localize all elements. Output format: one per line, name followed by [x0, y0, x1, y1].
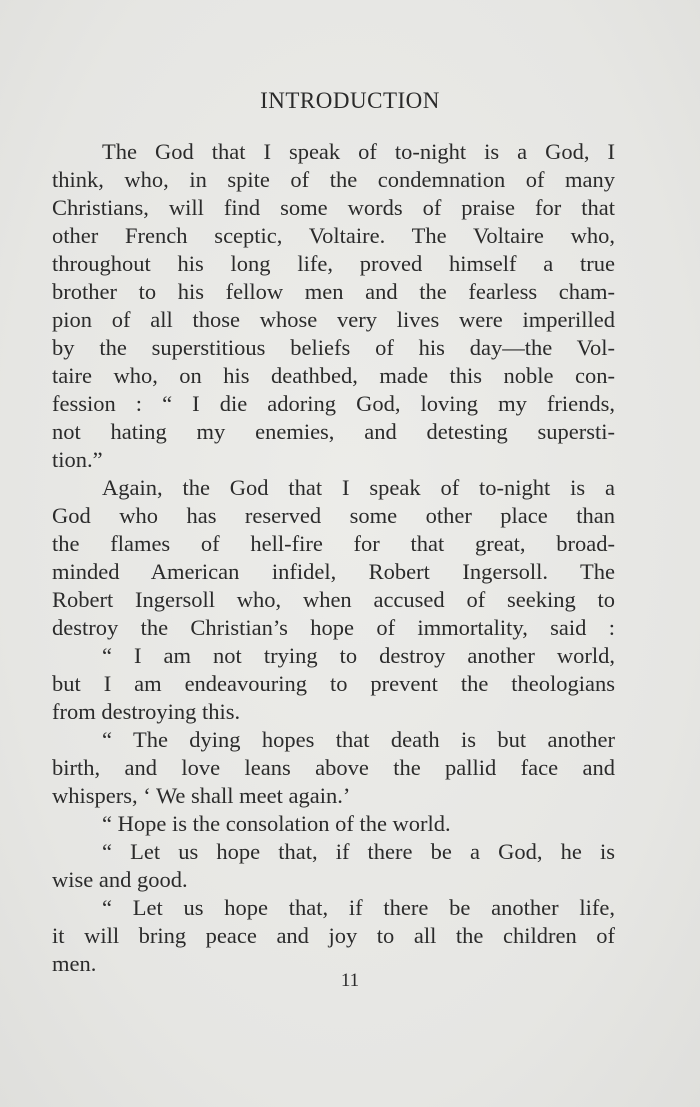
page-number: 11 [340, 970, 360, 991]
text-line: by the superstitious beliefs of his day—the Vol- [52, 335, 615, 360]
text-line: “ The dying hopes that death is but another [102, 727, 615, 752]
text-line: birth, and love leans above the pallid face and [52, 755, 615, 780]
text-line: Christians, will find some words of praise for that [52, 195, 615, 220]
text-line: from destroying this. [52, 699, 241, 724]
text-line: pion of all those whose very lives were imperilled [52, 307, 615, 332]
text-line: “ Hope is the consolation of the world. [102, 811, 451, 836]
chapter-heading: INTRODUCTION [260, 88, 440, 113]
text-line: brother to his fellow men and the fearless cham- [52, 279, 615, 304]
text-line: minded American infidel, Robert Ingersoll. The [52, 559, 615, 584]
text-line: other French sceptic, Voltaire. The Voltaire who, [52, 223, 615, 248]
text-line: wise and good. [52, 867, 188, 892]
text-line: think, who, in spite of the condemnation of many [52, 167, 615, 192]
text-line: fession : “ I die adoring God, loving my friends, [52, 391, 615, 416]
text-line: destroy the Christian’s hope of immortality, said : [52, 615, 615, 640]
text-line: Robert Ingersoll who, when accused of seeking to [52, 587, 615, 612]
text-line: The God that I speak of to-night is a God, I [102, 139, 615, 164]
text-line: “ I am not trying to destroy another world, [102, 643, 615, 668]
text-line: but I am endeavouring to prevent the theologians [52, 671, 615, 696]
text-line: Again, the God that I speak of to-night is a [102, 475, 615, 500]
text-line: “ Let us hope that, if there be a God, he is [102, 839, 615, 864]
text-line: men. [52, 951, 97, 976]
text-line: tion.” [52, 447, 103, 472]
text-line: taire who, on his deathbed, made this noble con- [52, 363, 615, 388]
text-line: whispers, ‘ We shall meet again.’ [52, 783, 351, 808]
text-line: not hating my enemies, and detesting supersti- [52, 419, 615, 444]
text-line: God who has reserved some other place than [52, 503, 615, 528]
text-line: throughout his long life, proved himself a true [52, 251, 615, 276]
text-line: “ Let us hope that, if there be another life, [102, 895, 615, 920]
text-line: it will bring peace and joy to all the children of [52, 923, 615, 948]
text-line: the flames of hell-fire for that great, broad- [52, 531, 615, 556]
